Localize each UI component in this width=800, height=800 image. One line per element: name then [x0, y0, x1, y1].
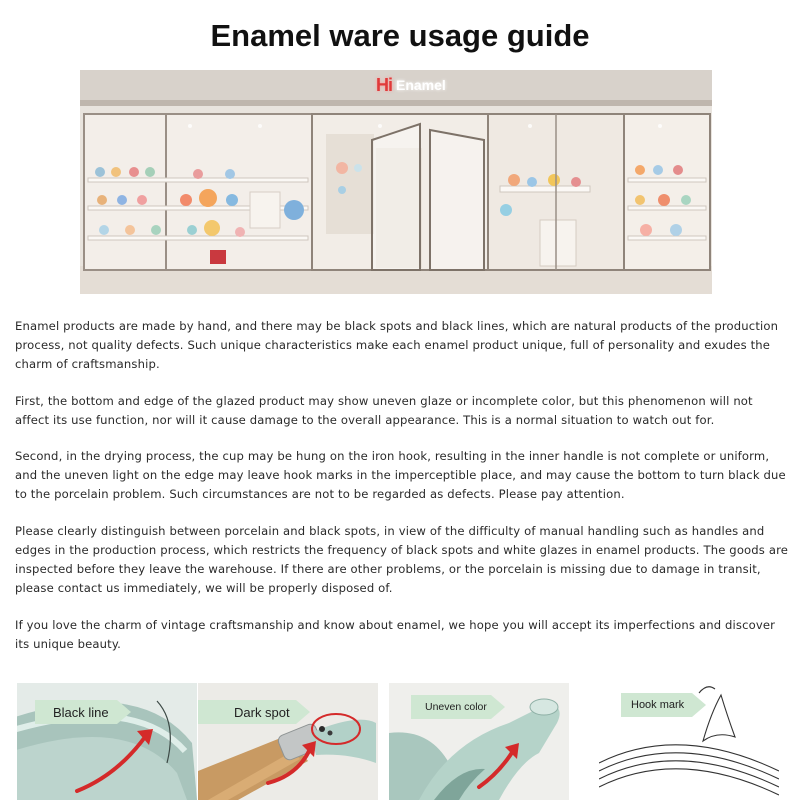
black-line-label: Black line: [53, 704, 109, 720]
store-sign-name: Enamel: [396, 77, 446, 93]
uneven-color-photo: [389, 683, 569, 800]
paragraph-2: [15, 392, 790, 430]
dark-spot-tag: [198, 700, 296, 724]
dark-spot-label: Dark spot: [234, 704, 290, 720]
paragraph-3: [15, 447, 790, 504]
page-title: Enamel ware usage guide: [210, 18, 590, 53]
paragraph-1: [15, 317, 790, 374]
store-sign-hi: Hi: [376, 74, 392, 95]
paragraph-5-text: If you love the charm of vintage craftsmanship and know about enamel, we hope you will accept its imperfections and discover its unique beauty.: [15, 618, 776, 651]
paragraph-4-text: Please clearly distinguish between porcelain and black spots, in view of the difficulty of manual handling such as handles and edges in the production process, which restricts the frequency of black spots and white glazes in enamel products. The goods are inspected before they leave the warehouse. If there are other problems, or the porcelain is missing due to damage in transit, please contact us immediately, we will be properly disposed of.: [15, 524, 789, 595]
uneven-color-label: Uneven color: [425, 701, 487, 713]
paragraph-2-text: First, the bottom and edge of the glazed product may show uneven glaze or incomplete color, but this phenomenon will not affect its use function, nor will it cause damage to the overall appearance. This is a normal situation to watch out for.: [15, 394, 753, 427]
paragraph-1-text: Enamel products are made by hand, and there may be black spots and black lines, which are natural products of the production process, not quality defects. Such unique characteristics make each enamel product unique, full of personality and exudes the charm of craftsmanship.: [15, 319, 779, 371]
paragraph-3-text: Second, in the drying process, the cup may be hung on the iron hook, resulting in the inner handle is not complete or uniform, and the uneven light on the edge may leave hook marks in the imperceptible place, and may cause the bottom to turn black due to the porcelain problem. Such circumstances are not to be regarded as defects. Please pay attention.: [15, 449, 786, 501]
paragraph-4: [15, 522, 790, 598]
black-line-tag: [35, 700, 117, 724]
store-sign: [376, 72, 446, 98]
dark-spot-photo: [198, 683, 378, 800]
hook-mark-photo: [599, 683, 779, 800]
hook-mark-tag: [621, 693, 692, 717]
store-front-image: [80, 70, 712, 294]
uneven-color-tag: [411, 695, 491, 719]
hook-mark-label: Hook mark: [631, 699, 685, 711]
black-line-photo: [17, 683, 197, 800]
paragraph-5: [15, 616, 790, 654]
